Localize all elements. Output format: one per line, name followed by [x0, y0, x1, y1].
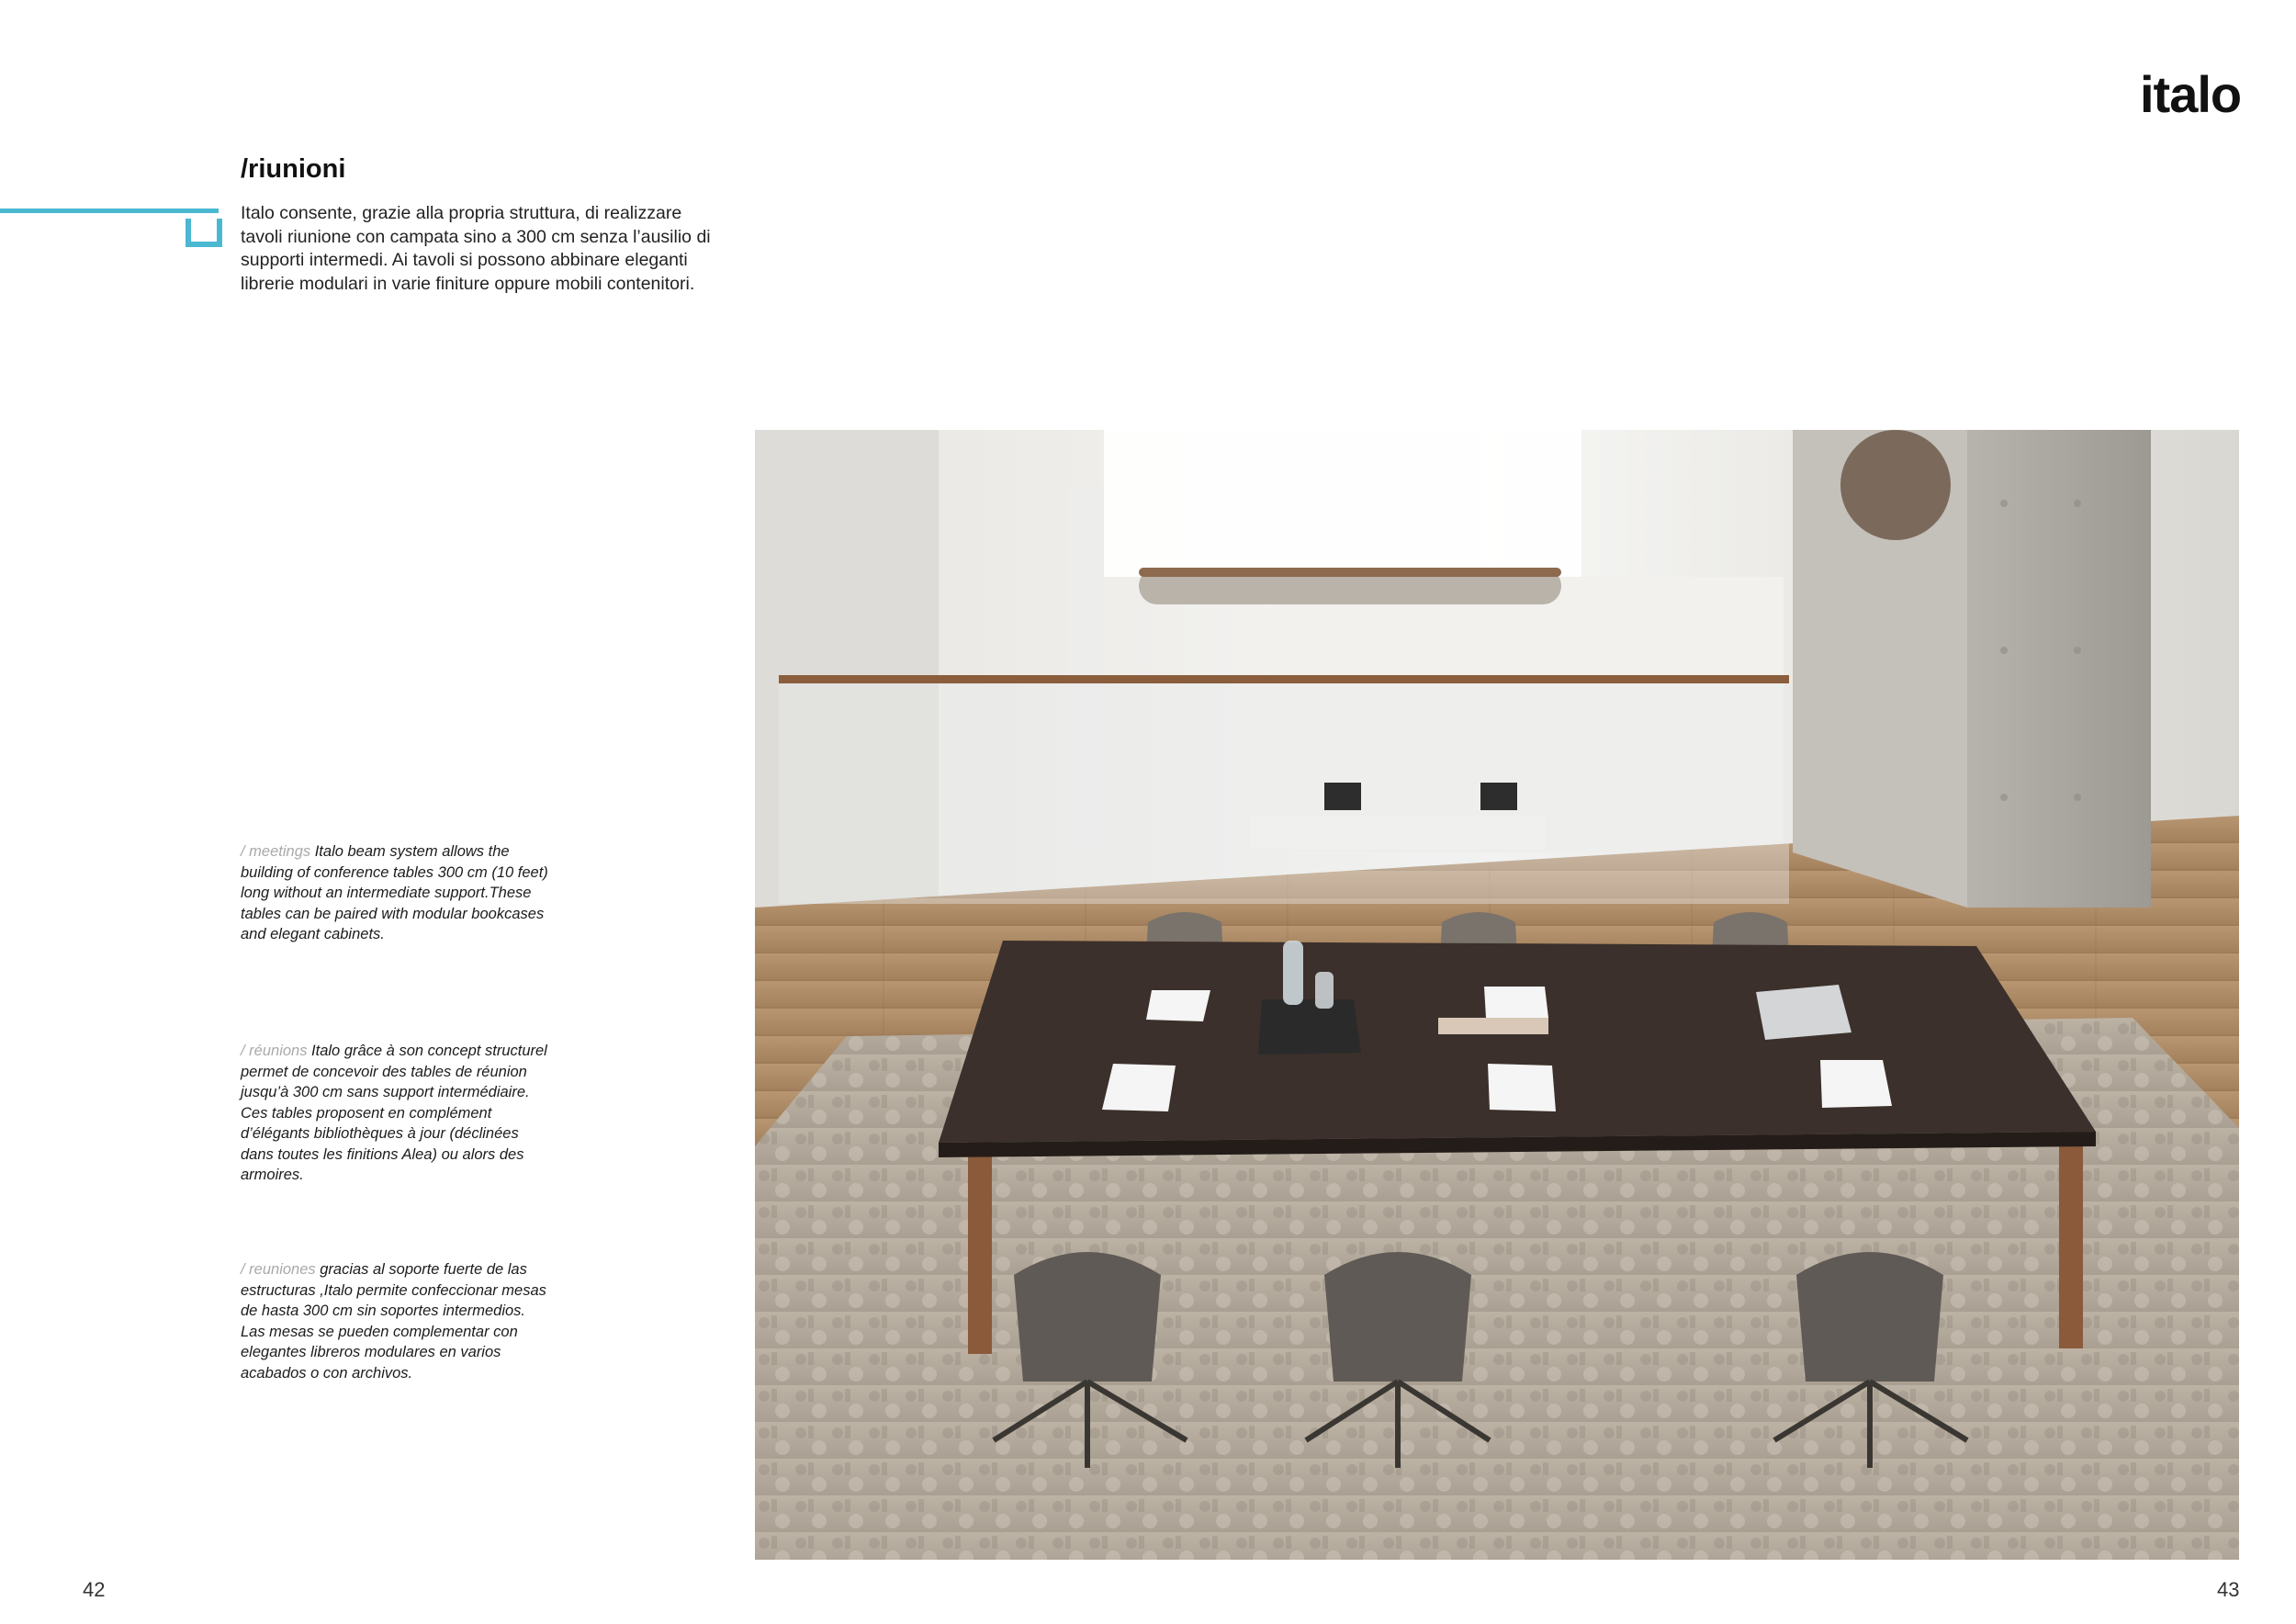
- caption-reunions: [241, 1041, 553, 1186]
- caption-meetings: [241, 841, 553, 945]
- caption-text: Italo beam system allows the building of conference tables 300 cm (10 feet) long without an intermediate support.These tables can be paired with modular bookcases and elegant cabinets.: [241, 843, 548, 942]
- caption-tag: / reuniones: [241, 1261, 321, 1278]
- section-marker-bracket: [186, 219, 222, 247]
- logo-wordmark: italo: [2140, 65, 2242, 123]
- page-number-right: 43: [2217, 1578, 2240, 1601]
- conference-room-photo: [755, 430, 2239, 1560]
- caption-text: gracias al soporte fuerte de las estructuras ,Italo permite confeccionar mesas de hasta 300 cm sin soportes intermedios. Las mesas se pueden complementar con elegantes libreros modulares en varios acabados o con archivos.: [241, 1261, 546, 1382]
- italo-logo: [2140, 64, 2250, 129]
- page-number-left: 42: [83, 1578, 106, 1601]
- section-marker-line: [0, 209, 219, 213]
- caption-tag: / meetings: [241, 843, 315, 860]
- intro-paragraph: Italo consente, grazie alla propria struttura, di realizzare tavoli riunione con campata sino a 300 cm senza l’ausilio di supporti intermedi. Ai tavoli si possono abbinare eleganti librerie modulari in varie finiture oppure mobili contenitori.: [241, 203, 711, 294]
- caption-tag: / réunions: [241, 1043, 312, 1059]
- caption-text: Italo grâce à son concept structurel permet de concevoir des tables de réunion jusqu’à 300 cm sans support intermédiaire. Ces tables proposent en complément d’élégants bibliothèques à jour (déclinées dans toutes les finitions Alea) ou alors des armoires.: [241, 1043, 547, 1183]
- photo-illustration: [755, 430, 2239, 1560]
- caption-reuniones: [241, 1259, 553, 1383]
- section-title: /riunioni: [241, 154, 346, 184]
